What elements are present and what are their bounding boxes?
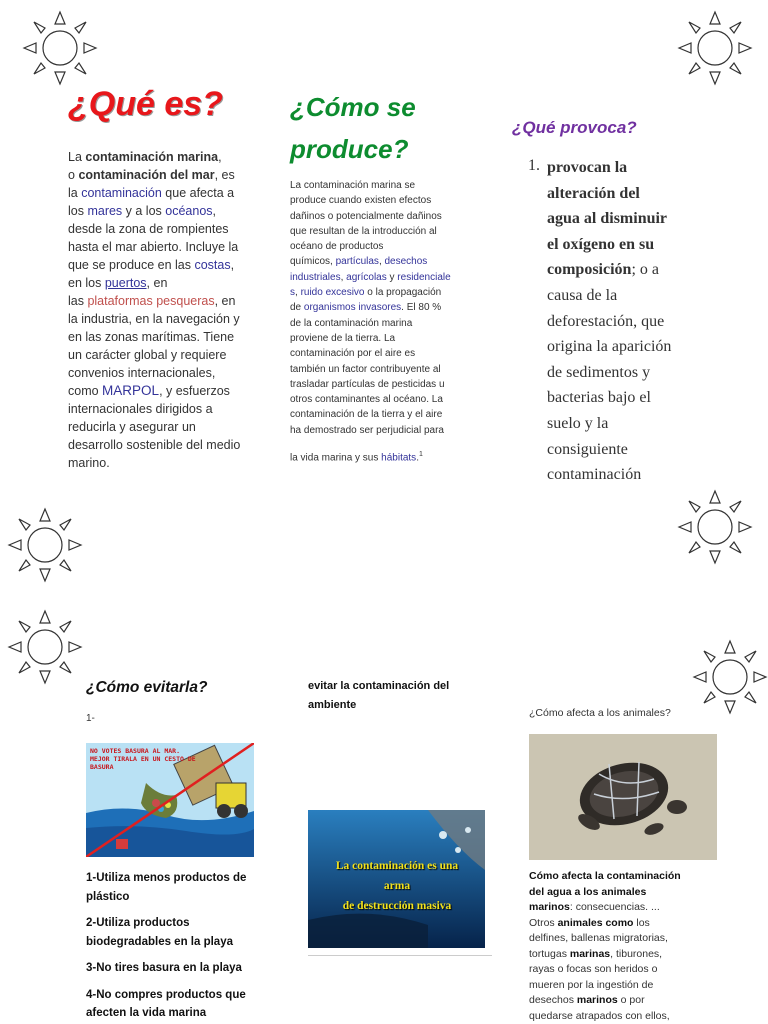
divider-line <box>308 955 492 956</box>
sun-icon <box>675 487 755 567</box>
col3-list: provocan la alteración del agua al disminuir el oxígeno en su composición; o a causa de la deforestación, que origina la aparición de sedimentos y bacterias bajo el suelo y la consiguiente contaminación <box>547 159 672 484</box>
col2-title: ¿Cómo se produce? <box>290 92 416 164</box>
link-contaminacion[interactable]: contaminación <box>81 186 162 200</box>
sun-icon <box>20 8 100 88</box>
bottom1-title: ¿Cómo evitarla? <box>86 679 208 696</box>
tips-list: 1-Utiliza menos productos de plástico 2-Utiliza productos biodegradables en la playa 3-No tires basura en la playa 4-No compres productos que afecten la vida marina <box>86 872 247 1019</box>
link-desechos[interactable]: desechos <box>384 256 428 268</box>
col1-title: ¿Qué es? <box>68 85 223 123</box>
col3-title: ¿Qué provoca? <box>512 118 637 137</box>
bottom1-number: 1- <box>86 713 95 724</box>
link-ruido[interactable]: ruido excesivo <box>300 287 365 299</box>
col1-paragraph: La contaminación marina, o contaminación del mar, es la contaminación que afecta a los mares y a los océanos, desde la zona de rompientes hasta el mar abierto. Incluye la que se produce en las costas, en los puertos, en las plataformas pesqueras, en la industria, en la navegación y en las zonas marítimas. Tiene un carácter global y requiere convenios internacionales, como MARPOL, y esfuerzos internacionales dirigidos a reducirla y asegurar un desarrollo sostenible del medio marino. <box>68 150 241 470</box>
col3-list-number: 1. <box>528 157 540 174</box>
bottom3-title: ¿Cómo afecta a los animales? <box>529 707 671 719</box>
link-mares[interactable]: mares <box>87 204 123 218</box>
link-agricolas[interactable]: agrícolas <box>346 271 387 283</box>
link-puertos[interactable]: puertos <box>104 276 147 290</box>
link-particulas[interactable]: partículas <box>335 256 379 268</box>
no-trash-caption: NO VOTES BASURA AL MAR. MEJOR TIRALA EN UN CESTO DE BASURA <box>90 747 196 771</box>
link-plataformas[interactable]: plataformas pesqueras <box>87 294 215 308</box>
sun-icon <box>675 8 755 88</box>
underwater-banner <box>308 810 485 948</box>
link-oceanos[interactable]: océanos <box>165 204 213 218</box>
bottom3-paragraph: Cómo afecta la contaminación del agua a los animales marinos: consecuencias. ... Otros animales como los delfines, ballenas migratorias, tortugas marinas, tiburones, rayas o focas son heridos o mueren por la ingestión de desechos marinos o por quedarse atrapados con ellos, <box>529 870 681 1022</box>
link-habitats[interactable]: hábitats <box>381 452 417 464</box>
link-costas[interactable]: costas <box>194 258 231 272</box>
sun-icon <box>5 607 85 687</box>
no-trash-illustration <box>86 743 254 857</box>
link-residenciales[interactable]: residenciale <box>397 271 451 283</box>
turtle-photo <box>529 734 717 860</box>
link-marpol[interactable]: MARPOL <box>102 383 160 398</box>
banner-text: La contaminación es una arma de destrucción masiva <box>335 860 459 912</box>
sun-icon <box>690 637 768 717</box>
bottom2-text: evitar la contaminación del ambiente <box>308 680 450 711</box>
sun-icon <box>5 505 85 585</box>
col2-paragraph: La contaminación marina se produce cuando existen efectos dañinos o potencialmente dañinos que resultan de la introducción al océano de productos químicos, partículas, desechos industriales, agrícolas y residenciale s, ruido excesivo o la propagación de organismos invasores. El 80 % de la contaminación marina proviene de la tierra. La contaminación por el aire es también un factor contribuyente al trasladar partículas de pesticidas u otros contaminantes al océano. La contaminación de la tierra y el aire ha demostrado ser perjudicial para la vida marina y sus hábitats.$^1$ <box>290 180 451 464</box>
link-organismos[interactable]: organismos invasores <box>303 302 402 314</box>
